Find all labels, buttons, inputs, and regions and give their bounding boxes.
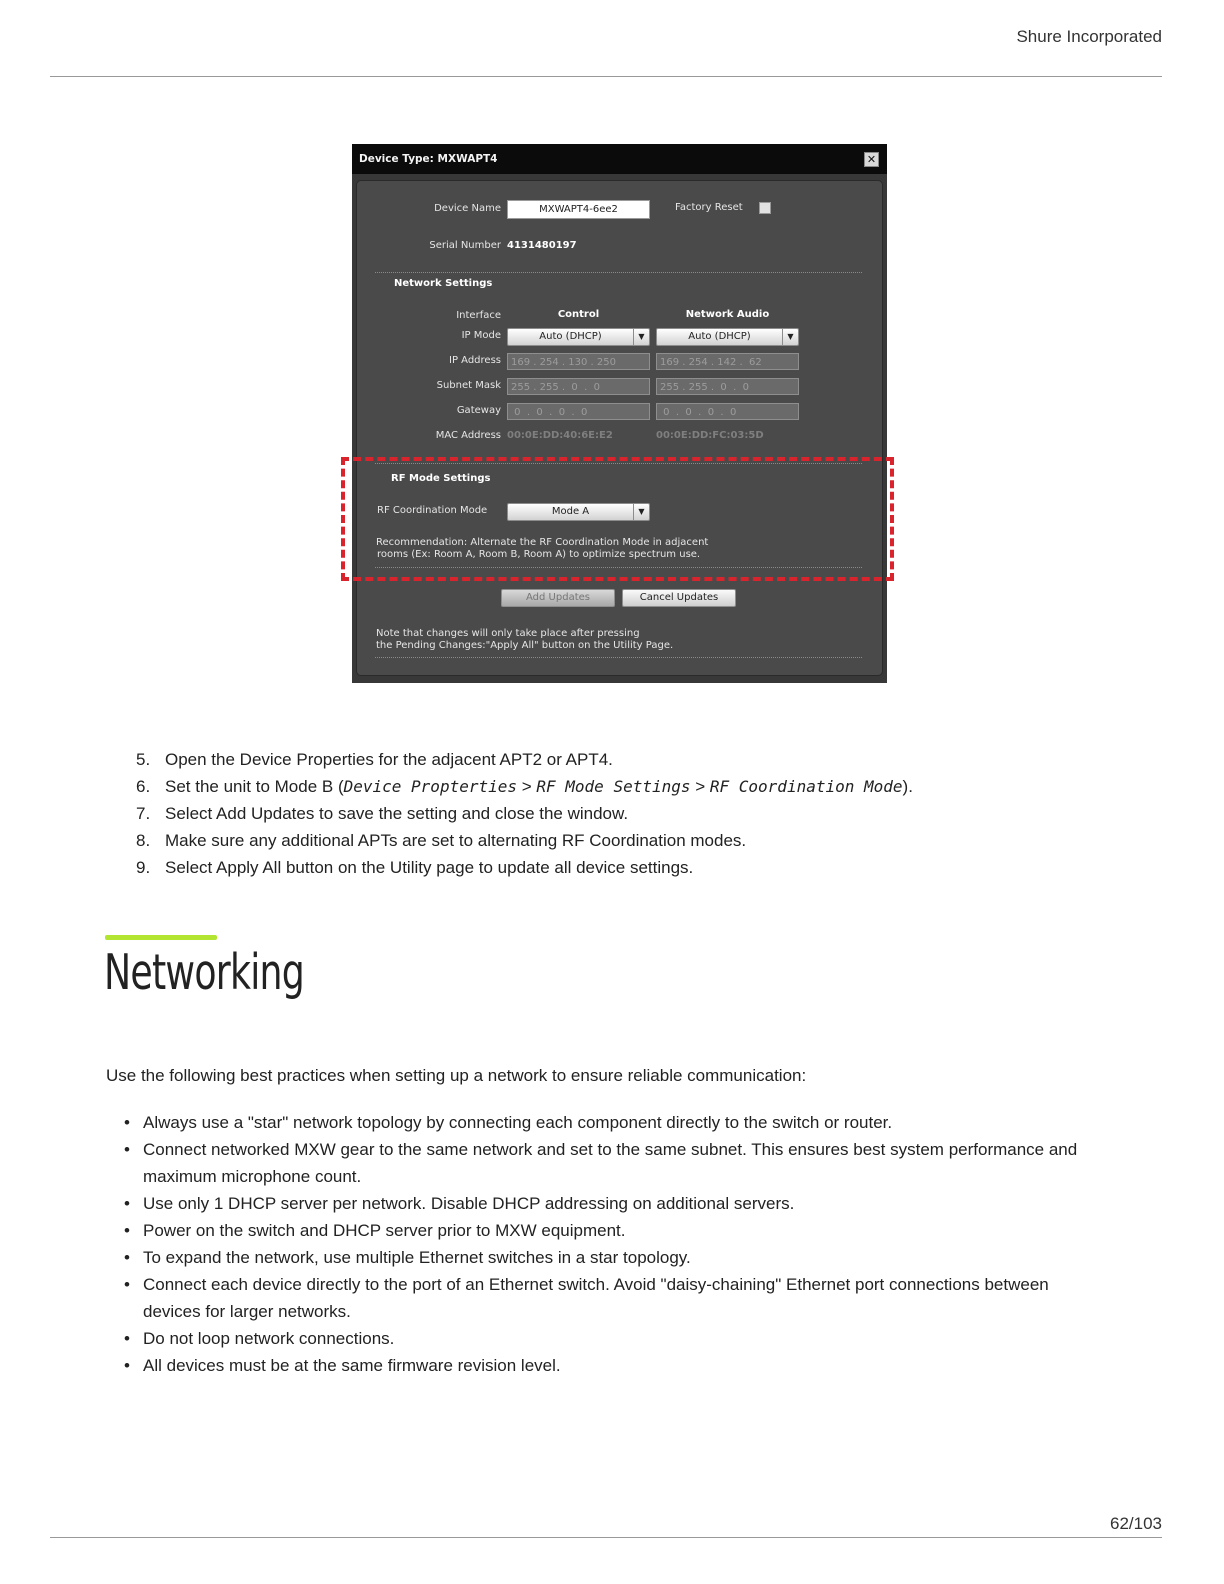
step-text-suffix: ).: [902, 777, 913, 796]
dialog-title-bar: [352, 144, 887, 174]
step-text-prefix: Set the unit to Mode B (: [165, 777, 344, 796]
list-item: • Power on the switch and DHCP server prior to MXW equipment.: [120, 1217, 1110, 1244]
step-number: 5.: [136, 750, 151, 769]
section-accent-bar: [105, 935, 217, 940]
list-item: [136, 800, 913, 827]
ip-address-audio-field: 169 . 254 . 142 . 62: [656, 353, 799, 370]
factory-reset-label: Factory Reset: [675, 202, 743, 213]
subnet-mask-audio-field: 255 . 255 . 0 . 0: [656, 378, 799, 395]
gateway-control-field: 0 . 0 . 0 . 0: [507, 403, 650, 420]
divider: [375, 657, 862, 658]
step-text: Make sure any additional APTs are set to alternating RF Coordination modes.: [165, 831, 747, 850]
ip-mode-label: IP Mode: [461, 330, 501, 341]
step-text: Open the Device Properties for the adjacent APT2 or APT4.: [165, 750, 613, 769]
subnet-mask-control-field: 255 . 255 . 0 . 0: [507, 378, 650, 395]
step-number: 7.: [136, 804, 151, 823]
list-item: • All devices must be at the same firmware revision level.: [120, 1352, 1110, 1379]
chevron-down-icon: ▼: [633, 504, 649, 520]
rf-coordination-label: RF Coordination Mode: [377, 505, 488, 516]
network-audio-column-header: Network Audio: [685, 309, 770, 320]
note-line-2: the Pending Changes:"Apply All" button on the Utility Page.: [376, 640, 674, 651]
list-item: [136, 746, 913, 773]
rf-coordination-value: Mode A: [551, 506, 590, 517]
network-settings-heading: Network Settings: [394, 278, 493, 289]
subnet-mask-label: Subnet Mask: [436, 380, 501, 391]
ip-mode-audio-select[interactable]: [656, 328, 799, 346]
factory-reset-checkbox[interactable]: [759, 202, 771, 214]
list-item: • Connect networked MXW gear to the same network and set to the same subnet. This ensures best system performance and maximum microphone count.: [120, 1136, 1110, 1190]
menu-path-rf-coordination-mode: RF Coordination Mode: [709, 777, 903, 796]
rf-mode-heading: RF Mode Settings: [391, 473, 491, 484]
header-rule: [50, 76, 1162, 77]
path-separator: >: [690, 777, 710, 796]
step-text: Select Apply All button on the Utility page to update all device settings.: [165, 858, 694, 877]
add-updates-button[interactable]: Add Updates: [501, 589, 615, 607]
device-properties-dialog: [352, 144, 887, 683]
dialog-title: Device Type: MXWAPT4: [359, 153, 498, 165]
list-item: [136, 773, 913, 800]
section-intro: Use the following best practices when setting up a network to ensure reliable communication:: [106, 1066, 807, 1085]
step-number: 8.: [136, 831, 151, 850]
device-name-input[interactable]: MXWAPT4-6ee2: [507, 200, 650, 219]
mac-address-control-value: 00:0E:DD:40:6E:E2: [507, 430, 613, 441]
dialog-panel: [356, 180, 883, 676]
device-name-label: Device Name: [434, 203, 501, 214]
recommendation-line-1: Recommendation: Alternate the RF Coordination Mode in adjacent: [376, 537, 709, 548]
chevron-down-icon: ▼: [782, 329, 798, 345]
mac-address-audio-value: 00:0E:DD:FC:03:5D: [656, 430, 764, 441]
company-name: Shure Incorporated: [1016, 27, 1162, 46]
interface-label: Interface: [456, 310, 501, 321]
ip-mode-audio-value: Auto (DHCP): [688, 331, 751, 342]
rf-mode-highlight: [341, 457, 894, 581]
list-item: • Connect each device directly to the port of an Ethernet switch. Avoid "daisy-chaining" Ethernet port connections between devices for larger networks.: [120, 1271, 1110, 1325]
list-item: • Use only 1 DHCP server per network. Disable DHCP addressing on additional servers.: [120, 1190, 1110, 1217]
gateway-audio-field: 0 . 0 . 0 . 0: [656, 403, 799, 420]
serial-number-value: 4131480197: [507, 240, 577, 251]
list-item: [136, 854, 913, 881]
close-icon[interactable]: ✕: [864, 152, 879, 167]
recommendation-line-2: rooms (Ex: Room A, Room B, Room A) to optimize spectrum use.: [377, 549, 701, 560]
control-column-header: Control: [557, 309, 600, 320]
list-item: [136, 827, 913, 854]
chevron-down-icon: ▼: [633, 329, 649, 345]
ip-address-control-field: 169 . 254 . 130 . 250: [507, 353, 650, 370]
list-item: • To expand the network, use multiple Ethernet switches in a star topology.: [120, 1244, 1110, 1271]
best-practices-list: [120, 1109, 1110, 1379]
section-title: Networking: [104, 944, 305, 1001]
serial-number-label: Serial Number: [429, 240, 501, 251]
path-separator: >: [517, 777, 537, 796]
ip-mode-control-value: Auto (DHCP): [539, 331, 602, 342]
menu-path-device-properties: Device Propterties: [343, 777, 517, 796]
menu-path-rf-mode-settings: RF Mode Settings: [536, 777, 691, 796]
list-item: • Always use a "star" network topology by connecting each component directly to the switch or router.: [120, 1109, 1110, 1136]
divider: [375, 272, 862, 273]
step-text: Select Add Updates to save the setting and close the window.: [165, 804, 629, 823]
list-item: • Do not loop network connections.: [120, 1325, 1110, 1352]
ip-mode-control-select[interactable]: [507, 328, 650, 346]
ip-address-label: IP Address: [449, 355, 501, 366]
step-number: 6.: [136, 777, 151, 796]
footer-rule: [50, 1537, 1162, 1538]
note-line-1: Note that changes will only take place after pressing: [376, 628, 640, 639]
mac-address-label: MAC Address: [435, 430, 501, 441]
cancel-updates-button[interactable]: Cancel Updates: [622, 589, 736, 607]
page-number: 62/103: [1110, 1514, 1162, 1533]
step-number: 9.: [136, 858, 151, 877]
steps-list: [136, 746, 913, 881]
gateway-label: Gateway: [456, 405, 501, 416]
